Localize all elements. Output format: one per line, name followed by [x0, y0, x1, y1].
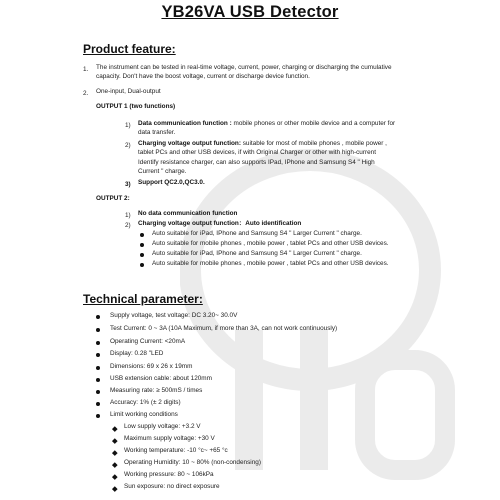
output-1-item-1-line-2: data transfer.	[138, 129, 176, 137]
bullet-icon	[96, 402, 100, 406]
feature-item-1-number: 1.	[83, 66, 89, 73]
bullet-icon	[96, 414, 100, 418]
product-feature-heading: Product feature:	[83, 42, 176, 56]
bullet-icon	[96, 315, 100, 319]
output-1-item-2-label: Charging voltage output function:	[138, 140, 241, 147]
feature-item-2-text: One-input, Dual-output	[96, 88, 161, 95]
param-test-current: Test Current: 0 ~ 3A (10A Maximum, if more than 3A, can not work continuously)	[110, 325, 338, 332]
bullet-icon	[140, 263, 144, 267]
output-2-bullet-3: Auto suitable for iPad, IPhone and Samsung S4 " Larger Current " charge.	[152, 250, 362, 257]
param-display: Display: 0.28 "LED	[110, 350, 164, 357]
condition-humidity: Operating Humidity: 10 ~ 80% (non-condensing)	[124, 459, 261, 466]
condition-pressure: Working pressure: 80 ~ 106kPa	[124, 471, 214, 478]
output-1-item-1-label: Data communication function :	[138, 120, 232, 127]
bullet-icon	[140, 233, 144, 237]
output-1-item-2-line-3: Identify resistance charger, can also supports IPad, IPhone and Samsung S4 " High	[138, 158, 375, 166]
param-supply-voltage: Supply voltage, test voltage: DC 3.20~ 30.0V	[110, 312, 238, 319]
output-1-item-2-number: 2)	[125, 142, 131, 149]
output-2-bullet-4: Auto suitable for mobile phones , mobile power , tablet PCs and other USB devices.	[152, 260, 389, 267]
output-2-item-1-number: 1)	[125, 212, 131, 219]
output-2-item-2	[138, 219, 301, 228]
output-1-heading: OUTPUT 1 (two functions)	[96, 103, 176, 110]
output-1-item-2	[138, 139, 488, 177]
diamond-bullet-icon	[112, 450, 117, 455]
output-2-bullet-1: Auto suitable for iPad, IPhone and Samsung S4 " Larger Current " charge.	[152, 230, 362, 237]
output-1-item-3-label: Support QC2.0,QC3.0.	[138, 179, 205, 186]
feature-item-1-line-2: capacity. Don't have the boost voltage, current or discharge device function.	[96, 73, 310, 81]
output-1-item-2-desc: suitable for most of mobile phones , mobile power ,	[240, 140, 387, 147]
param-dimensions: Dimensions: 69 x 26 x 19mm	[110, 363, 193, 370]
output-1-item-3	[138, 178, 205, 187]
output-1-item-2-line-2: tablet PCs and other USB devices, if with Original Charger or other with high-current	[138, 149, 376, 157]
param-limit-conditions: Limit working conditions	[110, 411, 178, 418]
output-2-item-1	[138, 209, 237, 218]
output-1-item-1	[138, 119, 488, 138]
document-title: YB26VA USB Detector	[161, 3, 339, 21]
diamond-bullet-icon	[112, 486, 117, 491]
bullet-icon	[96, 341, 100, 345]
feature-item-2-number: 2.	[83, 90, 89, 97]
feature-item-1-text	[96, 63, 496, 82]
condition-max-voltage: Maximum supply voltage: +30 V	[124, 435, 215, 442]
diamond-bullet-icon	[112, 426, 117, 431]
output-2-item-2-label: Charging voltage output function：Auto identification	[138, 220, 302, 227]
output-1-item-3-number: 3)	[125, 181, 131, 188]
condition-sun-exposure: Sun exposure: no direct exposure	[124, 483, 220, 490]
condition-low-voltage: Low supply voltage: +3.2 V	[124, 423, 201, 430]
param-accuracy: Accuracy: 1% (± 2 digits)	[110, 399, 181, 406]
output-2-item-1-label: No data communication function	[138, 210, 238, 217]
param-operating-current: Operating Current: <20mA	[110, 338, 186, 345]
output-2-item-2-number: 2)	[125, 222, 131, 229]
technical-parameter-heading: Technical parameter:	[83, 292, 203, 306]
output-1-item-1-desc: mobile phones or other mobile device and a computer for	[231, 120, 396, 127]
diamond-bullet-icon	[112, 474, 117, 479]
feature-item-1-line-1: The instrument can be tested in real-time voltage, current, power, charging or discharging the cumulative	[96, 64, 392, 71]
diamond-bullet-icon	[112, 438, 117, 443]
output-1-item-1-number: 1)	[125, 122, 131, 129]
bullet-icon	[96, 390, 100, 394]
bullet-icon	[140, 253, 144, 257]
bullet-icon	[96, 328, 100, 332]
output-1-item-2-line-4: Current " charge.	[138, 168, 187, 176]
param-usb-cable: USB extension cable: about 120mm	[110, 375, 212, 382]
output-2-bullet-2: Auto suitable for mobile phones , mobile power , tablet PCs and other USB devices.	[152, 240, 389, 247]
output-2-heading: OUTPUT 2:	[96, 195, 130, 202]
bullet-icon	[140, 243, 144, 247]
bullet-icon	[96, 378, 100, 382]
bullet-icon	[96, 353, 100, 357]
bullet-icon	[96, 366, 100, 370]
condition-temperature: Working temperature: -10 °c~ +65 °c	[124, 447, 228, 454]
param-measuring-rate: Measuring rate: ≥ 500mS / times	[110, 387, 203, 394]
diamond-bullet-icon	[112, 462, 117, 467]
